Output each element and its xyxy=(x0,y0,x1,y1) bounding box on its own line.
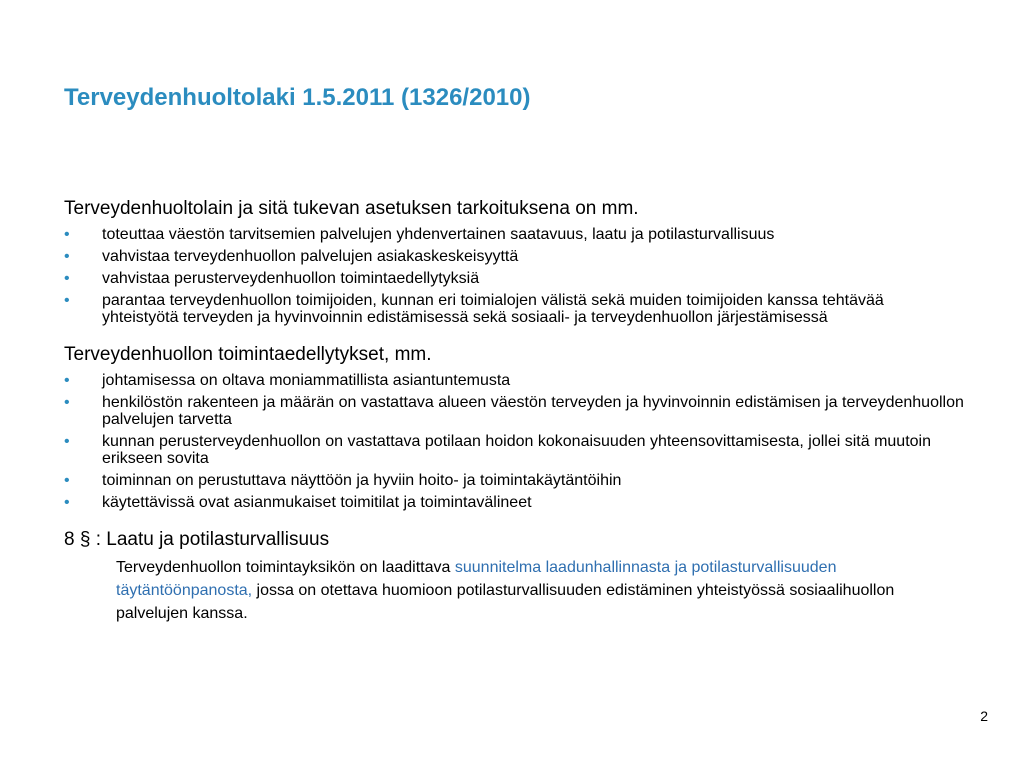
slide-content xyxy=(64,197,964,625)
bullet-icon: • xyxy=(64,394,70,411)
list-item: • toteuttaa väestön tarvitsemien palvelujen yhdenvertainen saatavuus, laatu ja potilasturvallisuus xyxy=(64,226,775,243)
page-number: 2 xyxy=(980,708,988,724)
list-item: • johtamisessa on oltava moniammatillista asiantuntemusta xyxy=(64,372,511,389)
paragraph-text-before: Terveydenhuollon toimintayksikön on laadittava xyxy=(116,559,455,576)
list-item: • henkilöstön rakenteen ja määrän on vastattava alueen väestön terveyden ja hyvinvoinnin edistämisen ja terveydenhuollon palvelujen tarvetta xyxy=(64,394,964,428)
bullet-icon: • xyxy=(64,248,70,265)
bullet-icon: • xyxy=(64,270,70,287)
list-item: • vahvistaa terveydenhuollon palvelujen asiakaskeskeisyyttä xyxy=(64,248,519,265)
paragraph-text-after: jossa on otettava huomioon potilasturvallisuuden edistäminen yhteistyössä sosiaalihuollon palvelujen kanssa. xyxy=(116,582,895,622)
list-item: • toiminnan on perustuttava näyttöön ja hyviin hoito- ja toimintakäytäntöihin xyxy=(64,472,622,489)
bullet-icon: • xyxy=(64,472,70,489)
quality-paragraph xyxy=(116,556,916,625)
list-item: • käytettävissä ovat asianmukaiset toimitilat ja toimintavälineet xyxy=(64,494,532,511)
bullet-list-requirements xyxy=(64,372,964,511)
bullet-icon: • xyxy=(64,372,70,389)
list-item: • parantaa terveydenhuollon toimijoiden, kunnan eri toimialojen välistä sekä muiden toimijoiden kanssa tehtävää yhteistyötä terveyden ja hyvinvoinnin edistämisessä sekä sosiaali- ja terveydenhuollon järjestämisessä xyxy=(64,292,884,326)
list-item: • vahvistaa perusterveydenhuollon toimintaedellytyksiä xyxy=(64,270,480,287)
bullet-icon: • xyxy=(64,292,70,309)
slide-title: Terveydenhuoltolaki 1.5.2011 (1326/2010) xyxy=(64,84,531,111)
bullet-list-purpose xyxy=(64,226,964,326)
bullet-icon: • xyxy=(64,433,70,450)
section-heading-requirements: Terveydenhuollon toimintaedellytykset, mm. xyxy=(64,344,432,365)
list-item: • kunnan perusterveydenhuollon on vastattava potilaan hoidon kokonaisuuden yhteensovittamisesta, jollei sitä muutoin erikseen sovita xyxy=(64,433,931,467)
bullet-icon: • xyxy=(64,226,70,243)
bullet-icon: • xyxy=(64,494,70,511)
section-heading-purpose: Terveydenhuoltolain ja sitä tukevan asetuksen tarkoituksena on mm. xyxy=(64,198,639,219)
section-heading-quality: 8 § : Laatu ja potilasturvallisuus xyxy=(64,529,330,550)
plan-highlight-text: suunnitelma laadunhallinnasta ja potilasturvallisuuden täytäntöönpanosta, xyxy=(116,559,837,599)
